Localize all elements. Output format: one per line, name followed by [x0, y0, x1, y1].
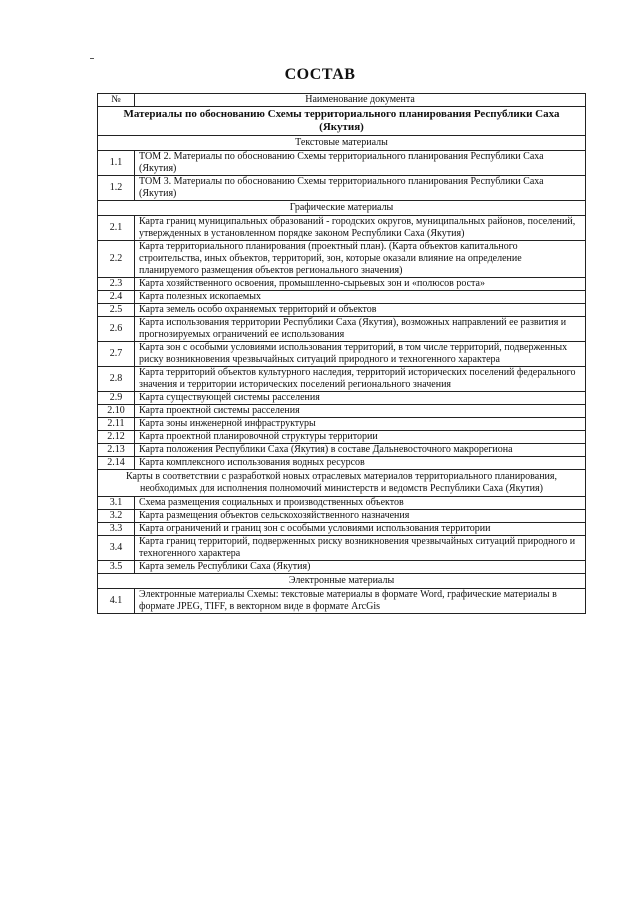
row-document-name: Карта комплексного использования водных ресурсов	[135, 457, 586, 470]
table-row	[98, 291, 586, 304]
table-row	[98, 589, 586, 614]
row-document-name: Карта полезных ископаемых	[135, 291, 586, 304]
row-document-name: Карта проектной планировочной структуры территории	[135, 431, 586, 444]
row-document-name: Карта зон с особыми условиями использования территорий, в том числе территорий, подверженных риску возникновения чрезвычайных ситуаций природного и техногенного характера	[135, 342, 586, 367]
header-num: №	[98, 94, 135, 107]
table-row	[98, 457, 586, 470]
row-number: 2.1	[98, 216, 135, 241]
row-number: 2.8	[98, 367, 135, 392]
row-number: 2.13	[98, 444, 135, 457]
table-row	[98, 405, 586, 418]
section-title: Графические материалы	[98, 201, 586, 216]
row-document-name: Карта территориального планирования (проектный план). (Карта объектов капитального строительства, иных объектов, территорий, зон, которые оказали влияние на определение планируемого размещения объектов регионального значения)	[135, 241, 586, 278]
main-heading-row	[98, 107, 586, 136]
section-title-row	[98, 201, 586, 216]
row-number: 2.4	[98, 291, 135, 304]
table-row	[98, 367, 586, 392]
row-document-name: Схема размещения социальных и производственных объектов	[135, 497, 586, 510]
row-document-name: Карта границ муниципальных образований - городских округов, муниципальных районов, поселений, утвержденных в установленном порядке законом Республики Саха (Якутия)	[135, 216, 586, 241]
row-number: 2.12	[98, 431, 135, 444]
table-row	[98, 561, 586, 574]
page-title: СОСТАВ	[284, 66, 356, 83]
row-number: 1.2	[98, 176, 135, 201]
section-title: Текстовые материалы	[98, 136, 586, 151]
header-name: Наименование документа	[135, 94, 586, 107]
table-row	[98, 342, 586, 367]
row-number: 1.1	[98, 151, 135, 176]
table-row	[98, 418, 586, 431]
row-number: 2.7	[98, 342, 135, 367]
row-number: 3.4	[98, 536, 135, 561]
row-number: 2.3	[98, 278, 135, 291]
row-number: 3.2	[98, 510, 135, 523]
section-title-row	[98, 470, 586, 497]
row-number: 2.9	[98, 392, 135, 405]
table-row	[98, 497, 586, 510]
row-document-name: Карта положения Республики Саха (Якутия) в составе Дальневосточного макрорегиона	[135, 444, 586, 457]
row-document-name: Карта хозяйственного освоения, промышленно-сырьевых зон и «полюсов роста»	[135, 278, 586, 291]
row-document-name: Карта использования территории Республики Саха (Якутия), возможных направлений ее развития и прогнозируемых ограничений ее использования	[135, 317, 586, 342]
section-title-row	[98, 136, 586, 151]
row-document-name: ТОМ 3. Материалы по обоснованию Схемы территориального планирования Республики Саха (Якутия)	[135, 176, 586, 201]
row-document-name: Карта зоны инженерной инфраструктуры	[135, 418, 586, 431]
row-document-name: ТОМ 2. Материалы по обоснованию Схемы территориального планирования Республики Саха (Якутия)	[135, 151, 586, 176]
row-number: 2.14	[98, 457, 135, 470]
table-row	[98, 392, 586, 405]
table-row	[98, 444, 586, 457]
table-row	[98, 510, 586, 523]
row-number: 3.1	[98, 497, 135, 510]
main-heading: Материалы по обоснованию Схемы территориального планирования Республики Саха (Якутия)	[98, 107, 586, 136]
row-document-name: Карта ограничений и границ зон с особыми условиями использования территории	[135, 523, 586, 536]
row-document-name: Карта размещения объектов сельскохозяйственного назначения	[135, 510, 586, 523]
row-number: 2.10	[98, 405, 135, 418]
row-document-name: Электронные материалы Схемы: текстовые материалы в формате Word, графические материалы в формате JPEG, TIFF, в векторном виде в формате ArcGis	[135, 589, 586, 614]
row-number: 2.2	[98, 241, 135, 278]
row-number: 4.1	[98, 589, 135, 614]
table-row	[98, 536, 586, 561]
scan-mark	[90, 58, 94, 59]
composition-table	[97, 93, 586, 614]
row-number: 2.6	[98, 317, 135, 342]
row-document-name: Карта земель Республики Саха (Якутия)	[135, 561, 586, 574]
section-title-row	[98, 574, 586, 589]
row-document-name: Карта границ территорий, подверженных риску возникновения чрезвычайных ситуаций природного и техногенного характера	[135, 536, 586, 561]
row-document-name: Карта земель особо охраняемых территорий и объектов	[135, 304, 586, 317]
row-document-name: Карта существующей системы расселения	[135, 392, 586, 405]
table-row	[98, 241, 586, 278]
table-row	[98, 523, 586, 536]
row-number: 2.11	[98, 418, 135, 431]
table-row	[98, 216, 586, 241]
section-title: Электронные материалы	[98, 574, 586, 589]
table-row	[98, 317, 586, 342]
row-number: 3.3	[98, 523, 135, 536]
table-row	[98, 278, 586, 291]
table-row	[98, 176, 586, 201]
table-row	[98, 431, 586, 444]
row-number: 3.5	[98, 561, 135, 574]
row-document-name: Карта территорий объектов культурного наследия, территорий исторических поселений федерального значения и территории исторических поселений регионального значения	[135, 367, 586, 392]
row-document-name: Карта проектной системы расселения	[135, 405, 586, 418]
section-title: Карты в соответствии с разработкой новых отраслевых материалов территориального планирования, необходимых для исполнения полномочий министерств и ведомств Республики Саха (Якутия)	[98, 470, 586, 497]
table-row	[98, 304, 586, 317]
table-header-row	[98, 94, 586, 107]
table-row	[98, 151, 586, 176]
row-number: 2.5	[98, 304, 135, 317]
